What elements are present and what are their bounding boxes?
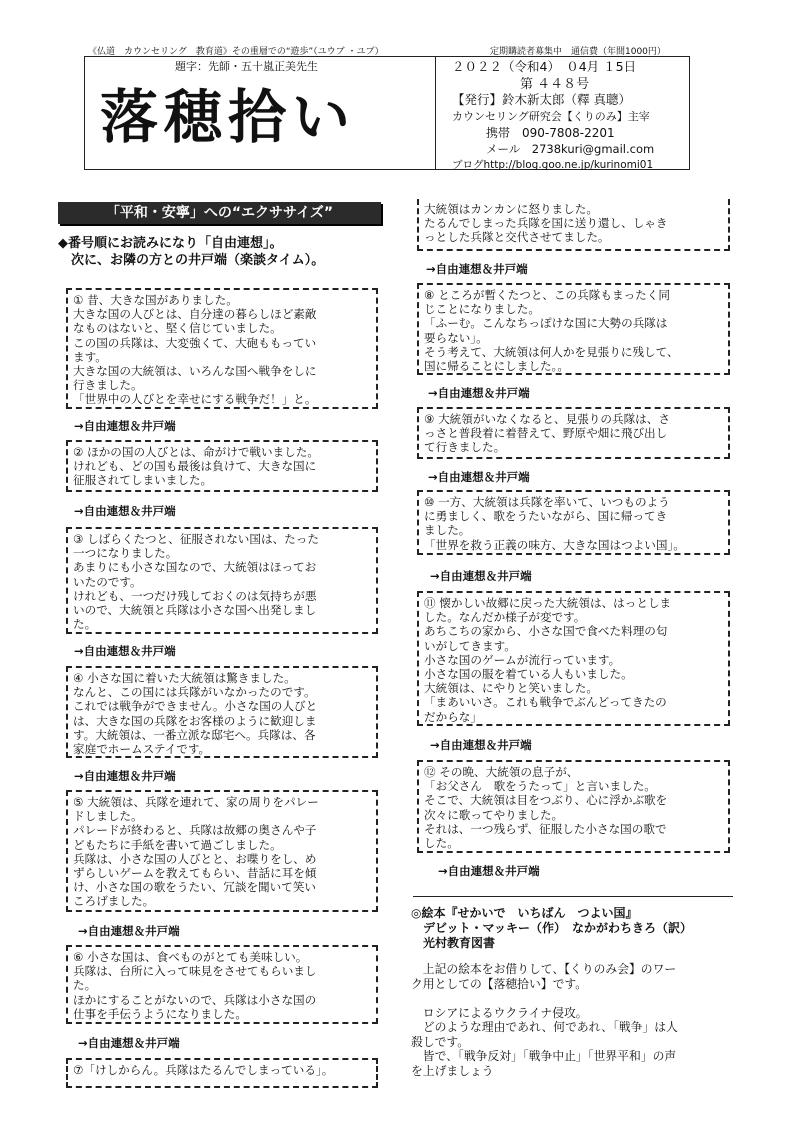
association-label: →自由連想＆井戸端: [74, 504, 176, 518]
book-publisher: 光村教育図書: [411, 936, 496, 950]
association-label: →自由連想＆井戸端: [428, 470, 530, 484]
story-box-1: ① 昔、大きな国がありました。 大きな国の人びとは、自分達の暮らしほど素敵 なものはないと、堅く信じていました。 この国の兵隊は、大変強くて、大砲ももってい ます。 大きな国の大統領は、いろんな国へ戦争をしに 行きました。 「世界中の人びとを幸せにする戦争だ！」と。: [66, 288, 378, 409]
story-box-7-cont: 大統領はカンカンに怒りました。 たるんでしまった兵隊を国に送り還し、しゃき っとした兵隊と交代させてました。: [417, 199, 730, 251]
association-label: →自由連想＆井戸端: [74, 644, 176, 658]
association-label: →自由連想＆井戸端: [430, 738, 532, 752]
association-label: →自由連想＆井戸端: [78, 1036, 180, 1050]
association-label: →自由連想＆井戸端: [428, 386, 530, 400]
association-label: →自由連想＆井戸端: [438, 864, 540, 878]
blog-url: ブログhttp://blog.goo.ne.jp/kurinomi01: [452, 159, 654, 171]
story-box-3: ③ しばらくたつと、征服されない国は、たった 一つになりました。 あまりにも小さな国なので、大統領はほってお いたのです。 けれども、一つだけ残しておくのは気持ちが悪 いので、大統領と兵隊は小さな国へ出発しまし た。: [66, 527, 378, 634]
section-title: 「平和・安寧」への“エクササイズ”: [58, 202, 381, 224]
story-box-2: ② ほかの国の人びとは、命がけで戦いました。 けれども、どの国も最後は負けて、大きな国に 征服されてしまいました。: [66, 440, 378, 492]
story-box-9: ⑨ 大統領がいなくなると、見張りの兵隊は、さ っさと普段着に着替えて、野原や畑に飛び出し て行きました。: [417, 407, 730, 459]
association-label: →自由連想＆井戸端: [430, 569, 532, 583]
association-label: →自由連想＆井戸端: [426, 262, 528, 276]
issue-number: 第 ４４８号: [520, 77, 590, 92]
publisher: 【発行】鈴木新太郎（釋 真聰）: [452, 92, 631, 107]
subscription-note: 定期購読者募集中 通信費（年間1000円）: [490, 47, 666, 57]
masthead-divider: [435, 56, 436, 170]
book-title: ◎絵本『せかいで いちばん つよい国』: [411, 906, 638, 920]
organization: カウンセリング研究会【くりのみ】主宰: [452, 110, 650, 123]
calligraphy-credit: 題字：先師・五十嵐正美先生: [175, 60, 318, 73]
story-box-8: ⑧ ところが暫くたつと、この兵隊もまったく同 じことになりました。 「ふーむ。こんなちっぽけな国に大勢の兵隊は 要らない」。 そう考えて、大統領は何人かを見張りに残して、 国に帰ることにしました。。: [417, 283, 730, 375]
header-tagline: 《仏道 カウンセリング 教育道》その重層での“遊歩”（ユウブ ・ユブ）: [88, 47, 384, 57]
association-label: →自由連想＆井戸端: [74, 769, 176, 783]
section-divider: [413, 896, 733, 897]
story-box-5: ⑤ 大統領は、兵隊を連れて、家の周りをパレー ドしました。 パレードが終わると、兵隊は故郷の奥さんや子 どもたちに手紙を書いて過ごしました。 兵隊は、小さな国の人びとと、お喋りをし、め ずらしいゲームを教えてもらい、昔話に耳を傾 け、小さな国の歌をうたい、冗談を聞いて笑い ころげました。: [66, 790, 378, 912]
email: メール 2738kuri@gmail.com: [486, 142, 655, 156]
story-box-7: ⑦「けしからん。兵隊はたるんでしまっている」。: [66, 1058, 378, 1088]
association-label: →自由連想＆井戸端: [78, 924, 180, 938]
issue-date: ２０２２（令和4） ０4月 １5日: [452, 59, 637, 74]
story-box-6: ⑥ 小さな国は、食べものがとても美味しい。 兵隊は、台所に入って味見をさせてもらいまし た。 ほかにすることがないので、兵隊は小さな国の 仕事を手伝うようになりました。: [66, 945, 378, 1024]
story-box-12: ⑫ その晩、大統領の息子が、 「お父さん 歌をうたって」と言いました。 そこで、大統領は目をつぶり、心に浮かぶ歌を 次々に歌ってやりました。 それは、一つ残らず、征服した小さな国の歌で した。: [417, 760, 730, 853]
association-label: →自由連想＆井戸端: [74, 419, 176, 433]
intro-line-2: 次に、お隣の方との井戸端（楽談タイム）。: [58, 253, 325, 268]
newsletter-title: 落穂拾い: [100, 83, 357, 151]
story-box-10: ⑩ 一方、大統領は兵隊を率いて、いつものよう に勇ましく、歌をうたいながら、国に帰ってき ました。 「世界を救う正義の味方、大きな国はつよい国」。: [417, 490, 730, 555]
story-box-4: ④ 小さな国に着いた大統領は驚きました。 なんと、この国には兵隊がいなかったのです。 これでは戦争ができません。小さな国の人びと は、大きな国の兵隊をお客様のように歓迎しま す。大統領は、一番立派な邸宅へ。兵隊は、各 家庭でホームステイです。: [66, 666, 378, 758]
story-box-11: ⑪ 懐かしい故郷に戻った大統領は、はっとしま した。なんだか様子が変です。 あちこちの家から、小さな国で食べた料理の匂 いがしてきます。 小さな国のゲームが流行っています。 小さな国の服を着ている人もいました。 大統領は、にやりと笑いました。 「まあいいさ。これも戦争でぶんどってきたの だからな」: [417, 591, 730, 726]
book-author: デビット・マッキー（作） なかがわちきろ（訳）: [411, 921, 693, 935]
phone: 携帯 090-7808-2201: [486, 126, 615, 140]
closing-text: 上記の絵本をお借りして、【くりのみ会】のワー ク用としての【落穂拾い】です。 ロシアによるウクライナ侵攻。 どのような理由であれ、何であれ、「戦争」は人 殺しです。 皆で、「戦争反対」「戦争中止」「世界平和」の声 を上げましょう: [411, 962, 678, 1078]
intro-line-1: ◆番号順にお読みになり「自由連想」。: [58, 236, 283, 251]
